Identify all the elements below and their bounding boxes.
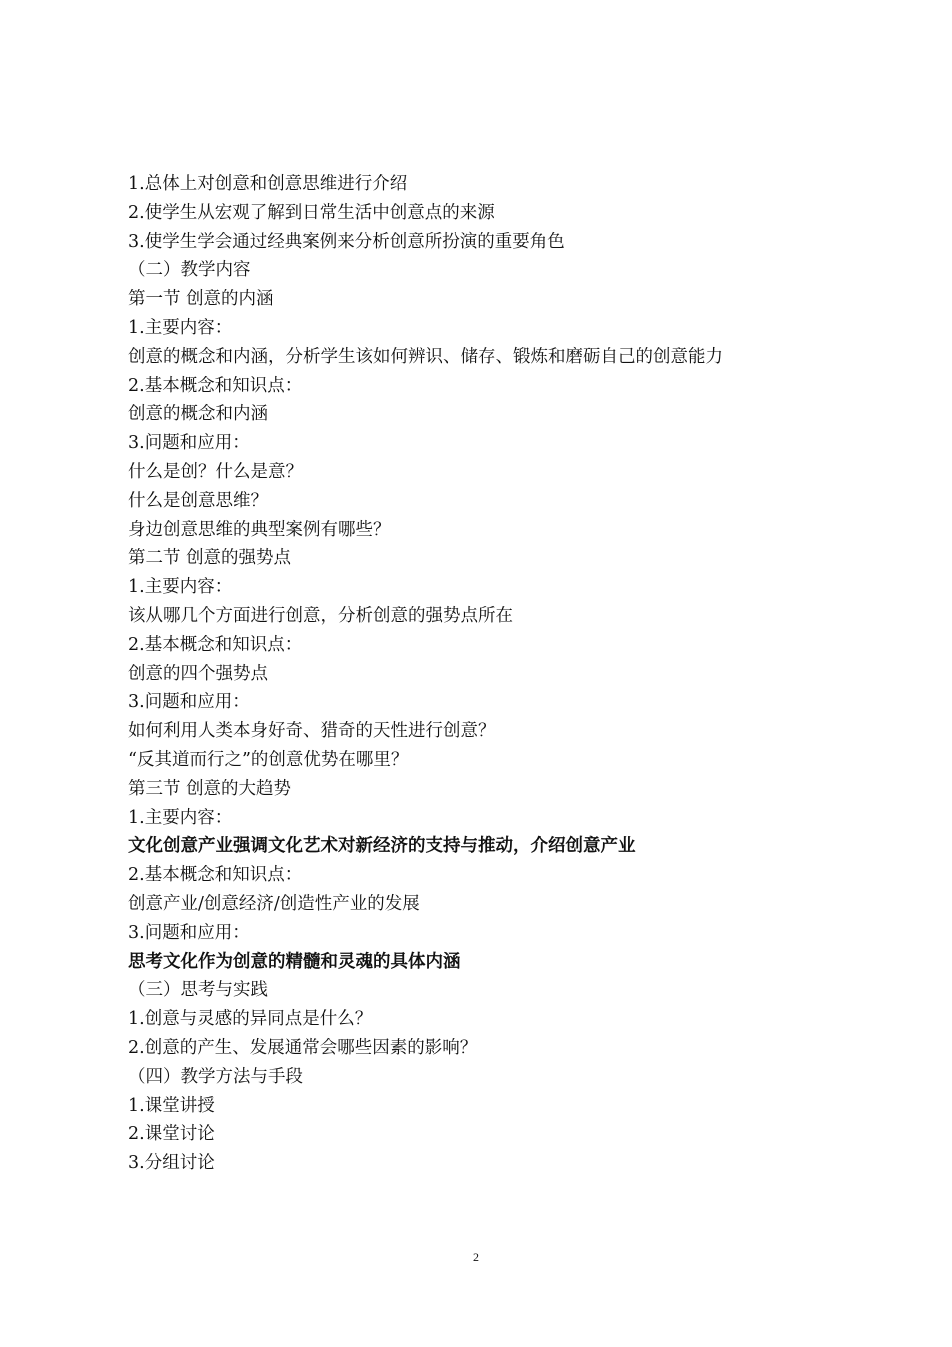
bold-text-line: 文化创意产业强调文化艺术对新经济的支持与推动，介绍创意产业 xyxy=(128,836,636,857)
text-line: 创意的概念和内涵 xyxy=(128,404,268,425)
text-line: 3.问题和应用： xyxy=(128,692,250,713)
text-line: 身边创意思维的典型案例有哪些？ xyxy=(128,519,391,540)
text-line: 3.问题和应用： xyxy=(128,922,250,943)
page-number: 2 xyxy=(473,1250,479,1264)
text-line: 什么是创意思维？ xyxy=(128,490,268,511)
text-line: 1.创意与灵感的异同点是什么？ xyxy=(128,1009,373,1030)
text-line: 1.主要内容： xyxy=(128,807,233,828)
text-line: 2.基本概念和知识点： xyxy=(128,865,303,886)
subsection-heading: 第二节 创意的强势点 xyxy=(128,548,292,569)
text-line: 该从哪几个方面进行创意，分析创意的强势点所在 xyxy=(128,605,513,626)
text-line: 3.问题和应用： xyxy=(128,433,250,454)
text-line: 创意的四个强势点 xyxy=(128,663,268,684)
text-line: 创意的概念和内涵，分析学生该如何辨识、储存、锻炼和磨砺自己的创意能力 xyxy=(128,346,723,367)
section-heading: （二）教学内容 xyxy=(128,260,251,281)
text-line: 1.课堂讲授 xyxy=(128,1095,215,1116)
text-line: 2.使学生从宏观了解到日常生活中创意点的来源 xyxy=(128,202,495,223)
text-line: 如何利用人类本身好奇、猎奇的天性进行创意？ xyxy=(128,721,496,742)
text-line: 3.使学生学会通过经典案例来分析创意所扮演的重要角色 xyxy=(128,231,565,252)
text-line: 1.主要内容： xyxy=(128,317,233,338)
section-heading: （三）思考与实践 xyxy=(128,980,268,1001)
text-line: 什么是创？什么是意？ xyxy=(128,461,303,482)
text-line: 2.创意的产生、发展通常会哪些因素的影响？ xyxy=(128,1037,478,1058)
document-body xyxy=(128,170,828,1178)
text-line: “反其道而行之”的创意优势在哪里？ xyxy=(128,749,409,770)
subsection-heading: 第三节 创意的大趋势 xyxy=(128,778,292,799)
text-line: 创意产业/创意经济/创造性产业的发展 xyxy=(128,893,420,914)
text-line: 2.课堂讨论 xyxy=(128,1124,215,1145)
text-line: 2.基本概念和知识点： xyxy=(128,634,303,655)
section-heading: （四）教学方法与手段 xyxy=(128,1066,303,1087)
bold-text-line: 思考文化作为创意的精髓和灵魂的具体内涵 xyxy=(128,951,461,972)
text-line: 3.分组讨论 xyxy=(128,1153,215,1174)
subsection-heading: 第一节 创意的内涵 xyxy=(128,289,274,310)
text-line: 1.主要内容： xyxy=(128,577,233,598)
text-line: 2.基本概念和知识点： xyxy=(128,375,303,396)
text-line: 1.总体上对创意和创意思维进行介绍 xyxy=(128,174,408,194)
